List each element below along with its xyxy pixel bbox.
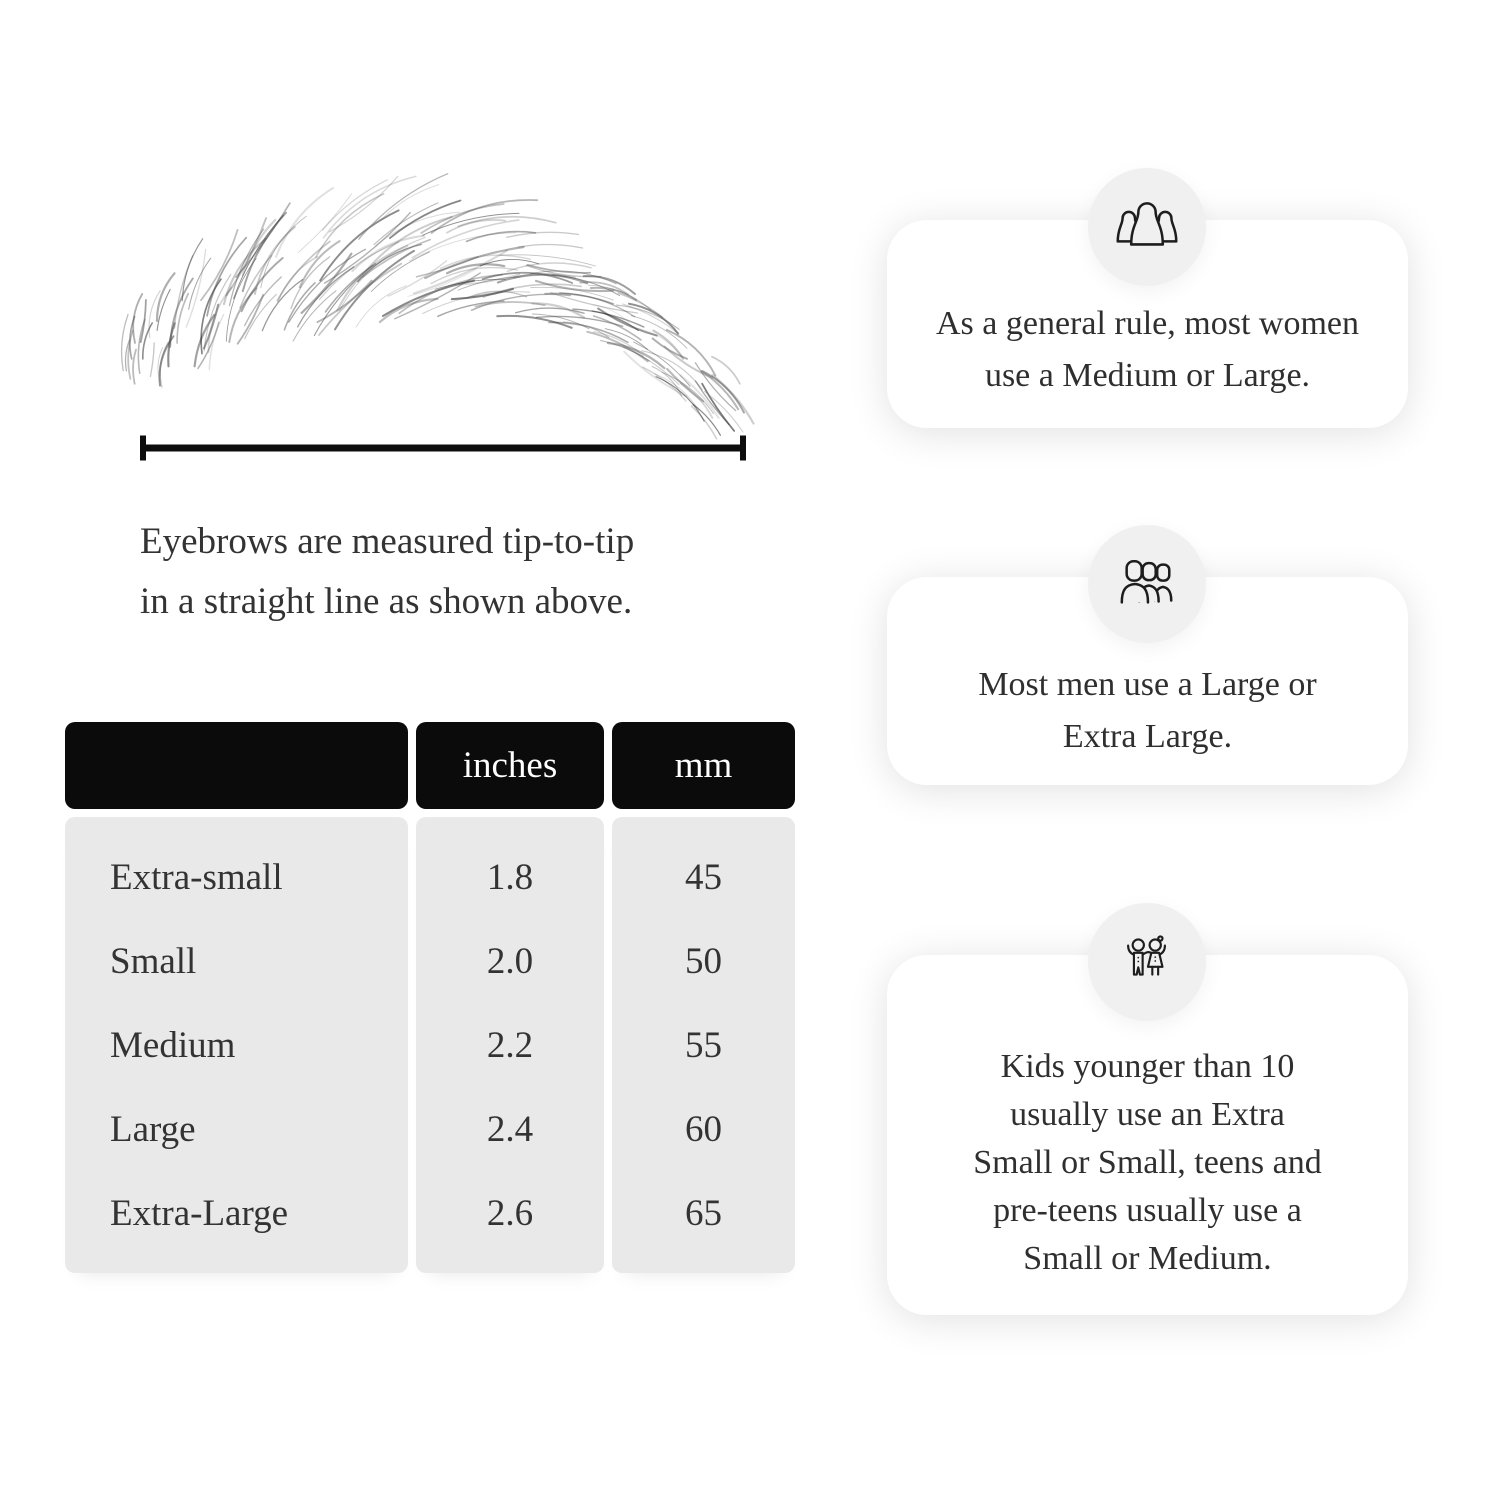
info-card-text [973, 1043, 1321, 1283]
card-line: Extra Large. [1062, 718, 1233, 755]
table-header-inches: inches [416, 722, 604, 809]
table-header-blank [65, 722, 408, 809]
table-row-label: Small [110, 940, 197, 982]
card-line: pre-teens usually use a [993, 1192, 1302, 1229]
table-header-mm: mm [612, 722, 795, 809]
table-cell-mm: 45 [685, 856, 722, 898]
card-line: usually use an Extra [1010, 1096, 1285, 1133]
table-cell-mm: 60 [685, 1108, 722, 1150]
table-cell-mm: 65 [685, 1192, 722, 1234]
caption-line: in a straight line as shown above. [140, 581, 633, 622]
table-cell-inches: 2.4 [486, 1108, 534, 1150]
table-row-label: Extra-Large [110, 1192, 289, 1234]
men-group-icon [1116, 553, 1178, 615]
table-cell-mm: 50 [685, 940, 722, 982]
eyebrow-hairs [108, 222, 756, 432]
size-table [65, 722, 795, 1273]
kids-icon [1116, 931, 1178, 993]
measurement-caption [140, 512, 780, 632]
eyebrow-illustration [108, 222, 756, 432]
table-row-label: Large [110, 1108, 196, 1150]
info-card-text [936, 298, 1359, 402]
card-line: use a Medium or Large. [984, 357, 1311, 394]
table-column-inches [416, 817, 604, 1273]
table-cell-inches: 2.2 [486, 1024, 534, 1066]
info-card-text [978, 659, 1316, 763]
women-group-icon [1116, 196, 1178, 258]
table-column-mm [612, 817, 795, 1273]
table-cell-mm: 55 [685, 1024, 722, 1066]
card-line: Kids younger than 10 [1000, 1048, 1295, 1085]
caption-line: Eyebrows are measured tip-to-tip [140, 521, 635, 562]
card-icon-circle [1088, 903, 1206, 1021]
card-line: As a general rule, most women [936, 305, 1359, 342]
card-line: Small or Medium. [1023, 1240, 1272, 1277]
table-cell-inches: 2.6 [486, 1192, 534, 1234]
table-row-label: Medium [110, 1024, 236, 1066]
card-line: Small or Small, teens and [973, 1144, 1322, 1181]
table-cell-inches: 1.8 [486, 856, 534, 898]
card-line: Most men use a Large or [978, 666, 1317, 703]
table-cell-inches: 2.0 [486, 940, 534, 982]
card-icon-circle [1088, 168, 1206, 286]
card-icon-circle [1088, 525, 1206, 643]
table-column-sizes [65, 817, 408, 1273]
table-row-label: Extra-small [110, 856, 283, 898]
measurement-line [135, 434, 751, 462]
